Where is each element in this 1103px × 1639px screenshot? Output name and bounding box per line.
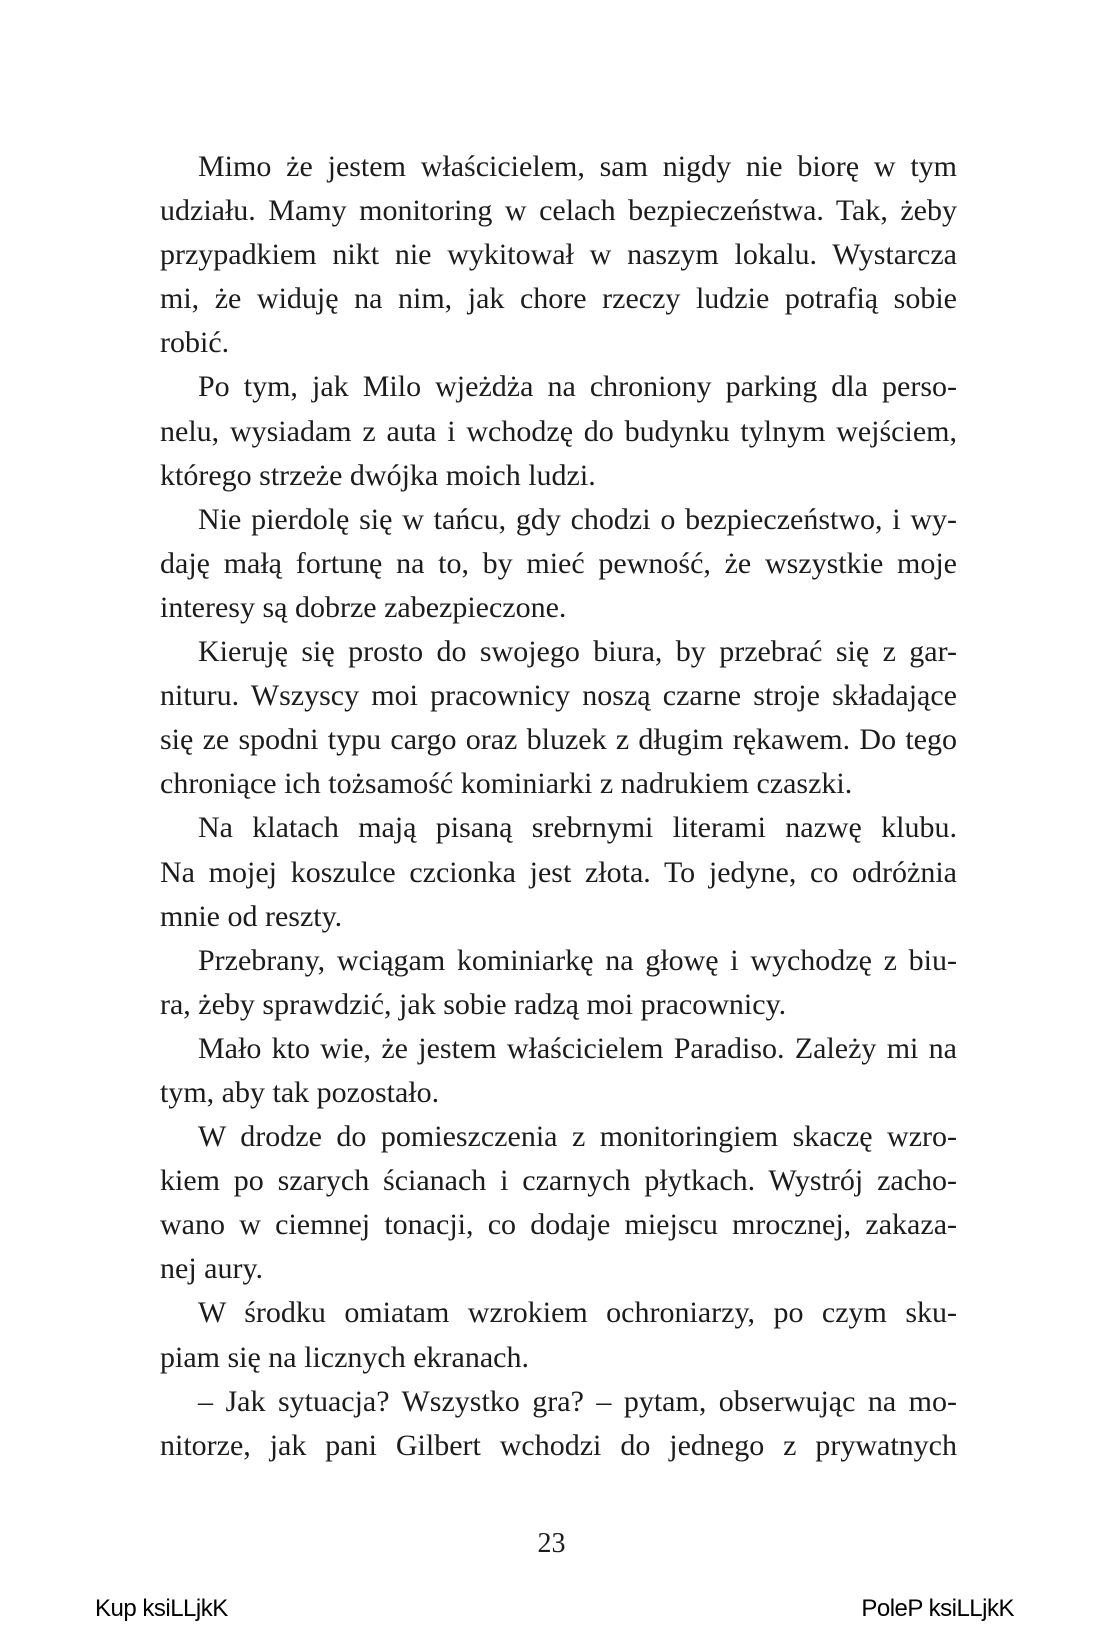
paragraph	[160, 1027, 957, 1115]
paragraph	[160, 1380, 957, 1468]
paragraph	[160, 498, 957, 630]
text-line: – Jak sytuacja? Wszystko gra? – pytam, obserwując na mo-	[198, 1384, 957, 1418]
text-line: Kieruję się prosto do swojego biura, by przebrać się z gar-	[198, 635, 957, 669]
text-line: chroniące ich tożsamość kominiarki z nadrukiem czaszki.	[160, 767, 853, 801]
text-line: Po tym, jak Milo wjeżdża na chroniony parking dla perso-	[198, 370, 957, 404]
text-line: interesy są dobrze zabezpieczone.	[160, 590, 567, 624]
text-line: piam się na licznych ekranach.	[160, 1340, 529, 1374]
text-line: którego strzeże dwójka moich ludzi.	[160, 458, 596, 492]
text-line: wano w ciemnej tonacji, co dodaje miejscu mrocznej, zakaza-	[160, 1208, 957, 1242]
text-line: tym, aby tak pozostało.	[160, 1075, 440, 1109]
text-line: Na mojej koszulce czcionka jest złota. To jedyne, co odróżnia	[160, 855, 957, 889]
text-line: W środku omiatam wzrokiem ochroniarzy, po czym sku-	[198, 1296, 957, 1330]
text-line: W drodze do pomieszczenia z monitoringiem skaczę wzro-	[198, 1120, 957, 1154]
page-body	[160, 145, 957, 1468]
text-line: Na klatach mają pisaną srebrnymi literami nazwę klubu.	[198, 811, 957, 845]
text-line: nituru. Wszyscy moi pracownicy noszą czarne stroje składające	[160, 679, 957, 713]
text-line: nitorze, jak pani Gilbert wchodzi do jednego z prywatnych	[160, 1428, 957, 1462]
text-line: Mało kto wie, że jestem właścicielem Paradiso. Zależy mi na	[198, 1031, 957, 1065]
paragraph	[160, 365, 957, 497]
text-line: daję małą fortunę na to, by mieć pewność, że wszystkie moje	[160, 546, 957, 580]
text-line: udziału. Mamy monitoring w celach bezpieczeństwa. Tak, żeby	[160, 194, 957, 228]
text-line: przypadkiem nikt nie wykitował w naszym lokalu. Wystarcza	[160, 238, 957, 272]
paragraph	[160, 939, 957, 1027]
paragraph	[160, 145, 957, 365]
text-line: nej aury.	[160, 1252, 264, 1286]
paragraph	[160, 630, 957, 806]
paragraph	[160, 1291, 957, 1379]
text-line: kiem po szarych ścianach i czarnych płytkach. Wystrój zacho-	[160, 1164, 957, 1198]
text-line: Mimo że jestem właścicielem, sam nigdy nie biorę w tym	[198, 150, 957, 183]
buy-book-link[interactable]: Kup ksiLLjkK	[95, 1595, 228, 1622]
text-line: się ze spodni typu cargo oraz bluzek z długim rękawem. Do tego	[160, 723, 957, 757]
recommend-book-link[interactable]: PoleP ksiLLjkK	[861, 1595, 1014, 1622]
text-line: robić.	[160, 326, 230, 360]
text-line: Przebrany, wciągam kominiarkę na głowę i wychodzę z biu-	[198, 943, 957, 977]
text-line: mnie od reszty.	[160, 899, 343, 933]
page-number: 23	[537, 1528, 566, 1559]
text-line: mi, że widuję na nim, jak chore rzeczy ludzie potrafią sobie	[160, 282, 957, 316]
paragraph	[160, 1115, 957, 1291]
text-line: Nie pierdolę się w tańcu, gdy chodzi o bezpieczeństwo, i wy-	[198, 502, 957, 536]
text-line: nelu, wysiadam z auta i wchodzę do budynku tylnym wejściem,	[160, 414, 957, 448]
text-line: ra, żeby sprawdzić, jak sobie radzą moi pracownicy.	[160, 987, 787, 1021]
paragraph	[160, 806, 957, 938]
